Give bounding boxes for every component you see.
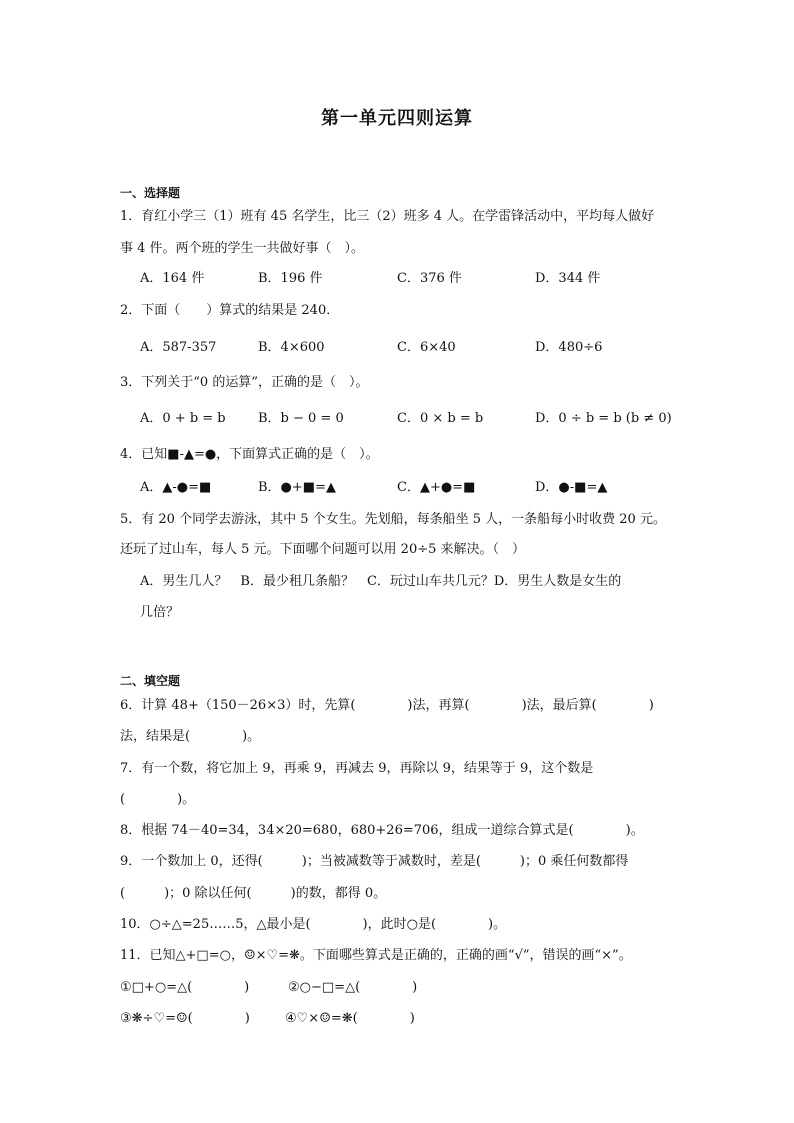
question-2-option-d: D．480÷6 — [535, 340, 603, 355]
question-1-option-b: B．196 件 — [258, 271, 323, 286]
page-title: 第一单元四则运算 — [321, 108, 473, 129]
question-1-option-d: D．344 件 — [535, 271, 601, 286]
question-1-option-a: A．164 件 — [140, 271, 205, 286]
question-7-line-1: 7．有一个数，将它加上 9，再乘 9，再减去 9，再除以 9，结果等于 9，这个数是 — [120, 761, 594, 776]
question-4-option-c: C．▲+●=■ — [397, 480, 476, 495]
question-5-options-cont: 几倍？ — [140, 605, 180, 620]
question-10-line-1: 10．○÷△=25……5，△最小是( )，此时○是( )。 — [120, 917, 507, 932]
question-4-line-1: 4．已知■-▲=●，下面算式正确的是（ ）。 — [120, 447, 379, 462]
question-9-line-1: 9．一个数加上 0，还得( )；当被减数等于减数时，差是( )；0 乘任何数都得 — [120, 854, 629, 869]
question-2-option-a: A．587-357 — [140, 340, 217, 355]
question-2-option-b: B．4×600 — [258, 340, 325, 355]
question-7-line-2: ( )。 — [120, 792, 196, 807]
question-3-option-a: A．0 + b = b — [140, 411, 226, 426]
question-8-line-1: 8．根据 74－40=34，34×20=680，680+26=706，组成一道综合算式是( )。 — [120, 823, 644, 838]
question-2-line-1: 2．下面（ ）算式的结果是 240． — [120, 303, 340, 318]
question-3-line-1: 3．下列关于“0 的运算”，正确的是（ ）。 — [120, 375, 369, 390]
question-4-option-a: A．▲-●=■ — [140, 480, 212, 495]
question-4-option-d: D．●-■=▲ — [535, 480, 608, 495]
question-3-option-c: C．0 × b = b — [397, 411, 484, 426]
question-11-item-3: ③❋÷♡=☺( ) — [120, 1011, 250, 1026]
section-heading-choice: 一、选择题 — [120, 186, 181, 200]
section-heading-fill: 二、填空题 — [120, 674, 181, 688]
question-6-line-2: 法，结果是( )。 — [120, 729, 261, 744]
question-3-option-b: B．b − 0 = 0 — [258, 411, 344, 426]
question-11-line-1: 11．已知△+□=○，☺×♡=❋。下面哪些算式是正确的，正确的画“√”，错误的画“×”。 — [120, 948, 632, 963]
question-4-option-b: B．●+■=▲ — [258, 480, 336, 495]
question-1-line-1: 1．育红小学三（1）班有 45 名学生，比三（2）班多 4 人。在学雷锋活动中，平均每人做好 — [120, 209, 655, 224]
question-11-item-1: ①□+○=△( ) — [120, 980, 250, 995]
question-1-line-2: 事 4 件。两个班的学生一共做好事（ ）。 — [120, 241, 365, 256]
question-5-line-1: 5．有 20 个同学去游泳，其中 5 个女生。先划船，每条船坐 5 人，一条船每小时收费 20 元。 — [120, 512, 666, 527]
question-2-option-c: C．6×40 — [397, 340, 456, 355]
question-6-line-1: 6．计算 48+（150－26×3）时，先算( )法，再算( )法，最后算( ) — [120, 698, 654, 713]
question-5-options: A．男生几人？ B．最少租几条船？ C．玩过山车共几元？D．男生人数是女生的 — [140, 574, 622, 589]
question-11-item-2: ②○−□=△( ) — [288, 980, 418, 995]
question-3-option-d: D．0 ÷ b = b (b ≠ 0) — [535, 411, 672, 426]
question-1-option-c: C．376 件 — [397, 271, 462, 286]
question-9-line-2: ( )；0 除以任何( )的数，都得 0。 — [120, 886, 387, 901]
question-11-item-4: ④♡×☺=❋( ) — [285, 1011, 415, 1026]
question-5-line-2: 还玩了过山车，每人 5 元。下面哪个问题可以用 20÷5 来解决。（ ） — [120, 542, 526, 557]
